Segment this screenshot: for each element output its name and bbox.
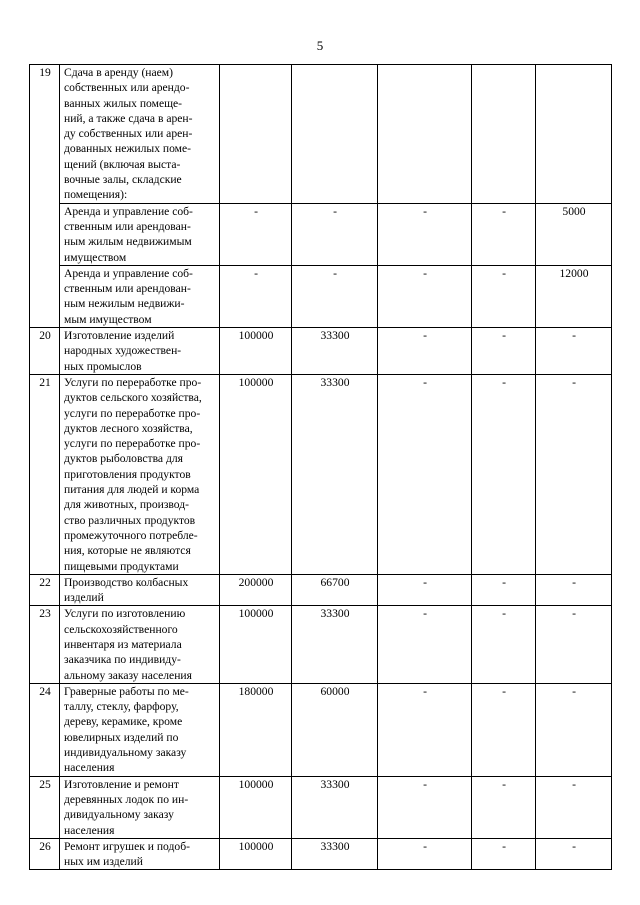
table-row <box>30 776 612 838</box>
row-number: 24 <box>30 683 60 776</box>
value-cell: 100000 <box>220 838 292 870</box>
value-cell: 60000 <box>292 683 378 776</box>
activity-text: Изготовление и ремонт деревянных лодок по ин- дивидуальному заказу населения <box>64 777 189 837</box>
activity-description <box>60 203 220 265</box>
value-cell: 100000 <box>220 328 292 375</box>
value-cell: - <box>378 683 472 776</box>
table-subrow <box>30 265 612 327</box>
value-cell: - <box>220 265 292 327</box>
value-cell: - <box>378 776 472 838</box>
value-cell: - <box>472 683 536 776</box>
value-cell: 180000 <box>220 683 292 776</box>
table-row <box>30 838 612 870</box>
value-cell: - <box>536 374 612 574</box>
value-cell: - <box>472 574 536 606</box>
activity-description <box>60 776 220 838</box>
value-cell: - <box>472 374 536 574</box>
row-number: 19 <box>30 65 60 328</box>
value-cell: 33300 <box>292 838 378 870</box>
activities-table <box>29 64 612 870</box>
value-cell: 33300 <box>292 606 378 683</box>
value-cell <box>292 65 378 204</box>
value-cell: 33300 <box>292 374 378 574</box>
activity-text: Услуги по переработке про- дуктов сельского хозяйства, услуги по переработке про- дуктов лесного хозяйства, услуги по переработке про- дуктов рыболовства для приготовления продуктов питания для людей и корма для животных, производ- ство различных продуктов промежуточного потребле- ния, которые не являются пищевыми продуктами <box>64 375 202 573</box>
value-cell: 100000 <box>220 606 292 683</box>
activity-description <box>60 838 220 870</box>
value-cell: - <box>472 265 536 327</box>
activity-description <box>60 606 220 683</box>
value-cell: 33300 <box>292 776 378 838</box>
value-cell: 12000 <box>536 265 612 327</box>
activity-text: Граверные работы по ме- таллу, стеклу, фарфору, дереву, керамике, кроме ювелирных изделий по индивидуальному заказу населения <box>64 684 189 775</box>
value-cell <box>378 65 472 204</box>
value-cell: - <box>472 606 536 683</box>
table-row <box>30 328 612 375</box>
value-cell: - <box>536 683 612 776</box>
value-cell: - <box>378 203 472 265</box>
activity-text: Ремонт игрушек и подоб- ных им изделий <box>64 839 190 869</box>
value-cell <box>472 65 536 204</box>
row-number: 21 <box>30 374 60 574</box>
value-cell: 100000 <box>220 776 292 838</box>
value-cell: - <box>220 203 292 265</box>
value-cell: - <box>536 838 612 870</box>
row-number: 23 <box>30 606 60 683</box>
activity-description <box>60 574 220 606</box>
activity-text: Аренда и управление соб- ственным или арендован- ным нежилым недвижи- мым имуществом <box>64 266 193 326</box>
value-cell <box>536 65 612 204</box>
activity-text: Производство колбасных изделий <box>64 575 189 605</box>
value-cell <box>220 65 292 204</box>
table-row <box>30 574 612 606</box>
value-cell: - <box>292 265 378 327</box>
value-cell: 33300 <box>292 328 378 375</box>
value-cell: - <box>378 374 472 574</box>
value-cell: - <box>472 776 536 838</box>
table-row <box>30 606 612 683</box>
value-cell: - <box>472 203 536 265</box>
value-cell: - <box>536 606 612 683</box>
value-cell: - <box>378 265 472 327</box>
value-cell: - <box>472 328 536 375</box>
value-cell: 200000 <box>220 574 292 606</box>
value-cell: - <box>536 574 612 606</box>
value-cell: 100000 <box>220 374 292 574</box>
activity-description <box>60 683 220 776</box>
value-cell: 66700 <box>292 574 378 606</box>
activity-text: Сдача в аренду (наем) собственных или арендо- ванных жилых помеще- ний, а также сдача в арен- ду собственных или арен- дованных нежилых поме- щений (включая выста- вочные залы, складские помещения): <box>64 66 193 202</box>
row-number: 26 <box>30 838 60 870</box>
activity-description <box>60 374 220 574</box>
activity-text: Аренда и управление соб- ственным или арендован- ным жилым недвижимым имуществом <box>64 204 193 264</box>
value-cell: - <box>378 328 472 375</box>
page-number: 5 <box>316 38 324 53</box>
row-number: 25 <box>30 776 60 838</box>
value-cell: - <box>536 776 612 838</box>
activity-description <box>60 328 220 375</box>
row-number: 20 <box>30 328 60 375</box>
activity-text: Услуги по изготовлению сельскохозяйственного инвентаря из материала заказчика по индивиду- альному заказу населения <box>64 607 192 682</box>
activity-text: Изготовление изделий народных художествен- ных промыслов <box>64 329 182 373</box>
table-row <box>30 374 612 574</box>
table-subrow <box>30 203 612 265</box>
table-row <box>30 683 612 776</box>
value-cell: - <box>292 203 378 265</box>
value-cell: - <box>472 838 536 870</box>
row-number: 22 <box>30 574 60 606</box>
value-cell: - <box>536 328 612 375</box>
value-cell: - <box>378 606 472 683</box>
activity-description <box>60 65 220 204</box>
value-cell: - <box>378 838 472 870</box>
value-cell: 5000 <box>536 203 612 265</box>
table-row <box>30 65 612 204</box>
activity-description <box>60 265 220 327</box>
value-cell: - <box>378 574 472 606</box>
